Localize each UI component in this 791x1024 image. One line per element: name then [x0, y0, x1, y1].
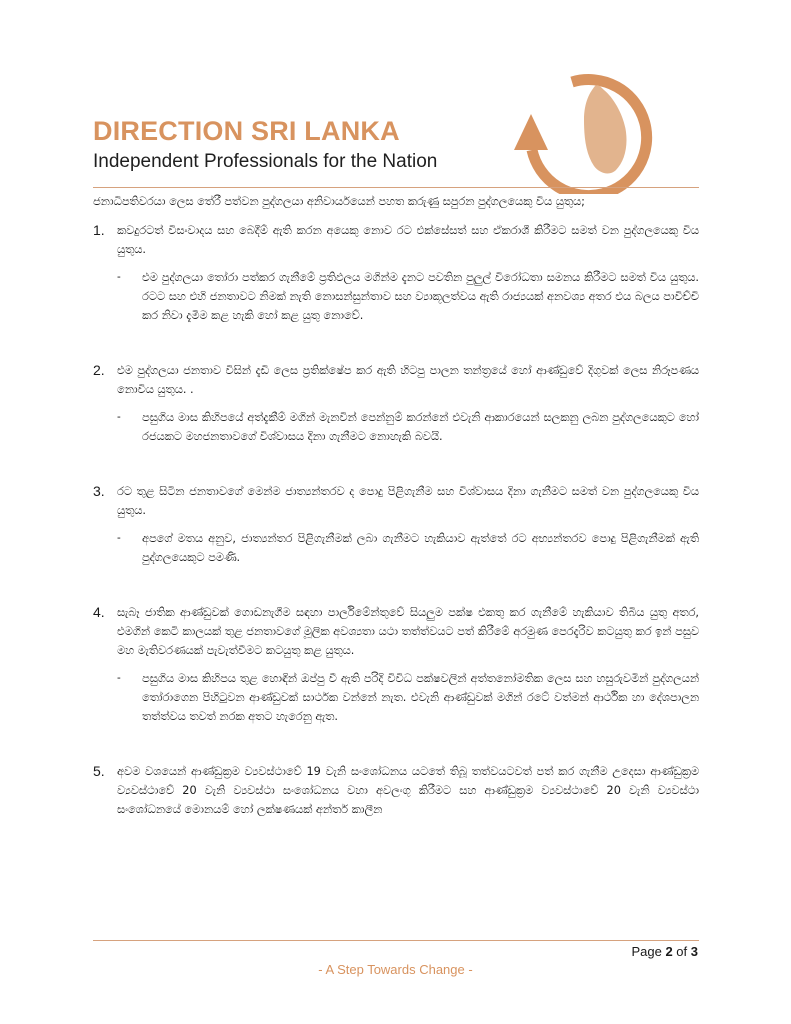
sub-bullet [117, 408, 699, 446]
sub-bullet [117, 268, 699, 325]
list-item [93, 361, 699, 446]
list-item-text: එම පුද්ගලයා ජනතාව විසින් දැඩි ලෙස ප්‍රතික්ෂේප කර ඇති හිටපු පාලන තන්ත්‍රයේ හෝ ආණ්ඩුවේ දිගුවක් ලෙස නිරූපණය නොවිය යුතුය. . [117, 364, 699, 396]
dash-bullet-icon: - [117, 532, 121, 544]
dash-bullet-icon: - [117, 672, 121, 684]
page-prefix: Page [631, 944, 666, 959]
list-item-number: 1. [93, 222, 105, 238]
list-item-number: 3. [93, 483, 105, 499]
sub-bullet-text: පසුගිය මාස කිහිපය තුළ හොඳින් ඔප්පු වී ඇති පරිදි විවිධ පක්ෂවලින් අත්තනෝමතික ලෙස සහ හසුරුවමින් පුද්ගලයන් තෝරාගෙන පිහිටුවන ආණ්ඩුවක් සාර්ථක වන්නේ නැත. එවැනි ආණ්ඩුවක් මගින් රටේ වත්මන් ආර්ථික හා දේශපාලන තත්ත්වය තවත් නරක අතට හැරෙනු ඇත. [142, 672, 699, 723]
list-item [93, 603, 699, 726]
list-item [93, 762, 699, 819]
list-item-number: 4. [93, 604, 105, 620]
list-item-text: කවදුරටත් විසංවාදය සහ බෙදීම් ඇති කරන අයෙකු නොව රට එක්සේසත් සහ ඒකරාශී කිරීමට සමත් වන පුද්ගලයෙකු විය යුතුය. [117, 224, 699, 256]
list-item-text: සැබෑ ජාතික ආණ්ඩුවක් ගොඩනැගීම සඳහා පාර්ලිමේන්තුවේ සියලුම පක්ෂ එකතු කර ගැනීමේ හැකියාව තිබිය යුතු අතර, එමගින් කෙටි කාලයක් තුළ ජනතාවගේ මූලික අවශ්‍යතා යථා තත්ත්වයට පත් කිරීමේ අරමුණ පෙරදැරිව කටයුතු කර ඉන් පසුව මහ මැතිවරණයක් පැවැත්වීමට කටයුතු කළ යුතුය. [117, 606, 699, 657]
list-item-number: 5. [93, 763, 105, 779]
header-divider [93, 187, 699, 188]
circular-arrow-with-sri-lanka-map-icon [512, 72, 662, 194]
list-item [93, 482, 699, 567]
list-item-text: අවම වශයෙන් ආණ්ඩුක්‍රම ව්‍යවස්ථාවේ 19 වැනි සංශෝධනය යටතේ තිබූ තත්වයටවත් පත් කර ගැනීම උදෙසා ආණ්ඩුක්‍රම ව්‍යවස්ථාවේ 20 වැනි ව්‍යවස්ථා සංශෝධනය වහා අවලංගු කිරීමට සහ ආණ්ඩුක්‍රම ව්‍යවස්ථාවේ 20 වැනි ව්‍යවස්ථා සංශෝධනයේ මොනයම් හෝ ලක්ෂණයක් අන්තර් කාලීන [117, 765, 699, 816]
footer-divider [93, 940, 699, 941]
organization-title: DIRECTION SRI LANKA [93, 116, 400, 146]
sub-bullet-text: අපගේ මතය අනුව, ජාත්‍යන්තර පිළිගැනීමක් ලබා ගැනීමට හැකියාව ඇත්තේ රට අභ්‍යන්තරව පොදු පිළිගැනීමක් ඇති පුද්ගලයෙකුට පමණි. [142, 532, 699, 564]
organization-subtitle: Independent Professionals for the Nation [93, 151, 438, 172]
page-number [631, 944, 698, 959]
document-body [93, 192, 699, 819]
list-item-text: රට තුළ සිටින ජනතාවගේ මෙන්ම ජාත්‍යන්තරව ද පොදු පිළිගැනීම සහ විශ්වාසය දිනා ගැනීමට සමත් වන පුද්ගලයෙකු විය යුතුය. [117, 485, 699, 517]
footer-tagline: - A Step Towards Change - [318, 962, 473, 977]
sub-bullet [117, 669, 699, 726]
dash-bullet-icon: - [117, 411, 121, 423]
sub-bullet-text: පසුගිය මාස කිහිපයේ අත්දැකීම් මගින් මැනවින් පෙන්නුම් කරන්නේ එවැනි ආකාරයෙන් සලකනු ලබන පුද්ගලයෙකුට හෝ රජයකට මහජනතාවගේ විශ්වාසය දිනා ගැනීමට නොහැකි බවයි. [142, 411, 699, 443]
page-current: 2 [665, 944, 673, 959]
list-item [93, 221, 699, 325]
sub-bullet [117, 529, 699, 567]
intro-paragraph: ජනාධිපතිවරයා ලෙස තේරී පත්වන පුද්ගලයා අනිවාර්යයෙන් පහත කරුණු සපුරන පුද්ගලයෙකු විය යුතුය; [93, 195, 585, 208]
list-item-number: 2. [93, 362, 105, 378]
sub-bullet-text: එම පුද්ගලයා තෝරා පත්කර ගැනීමේ ප්‍රතිඵලය මගින්ම දැනට පවතින පුලුල් විරෝධතා සමනය කිරීමට සමත් විය යුතුය. රටට සහ එහි ජනතාවට නිමක් නැති නොසන්සුන්තාව සහ ව්‍යාකූලත්වය ඇති රාජ්‍යයක් අනවශ්‍ය අතර එය බලය පාවිච්චි කර නිවා දැමීම කළ හැකි හෝ කළ යුතු නොවේ. [142, 271, 699, 322]
dash-bullet-icon: - [117, 271, 121, 283]
page-total: 3 [690, 944, 698, 959]
page-of: of [672, 944, 691, 959]
